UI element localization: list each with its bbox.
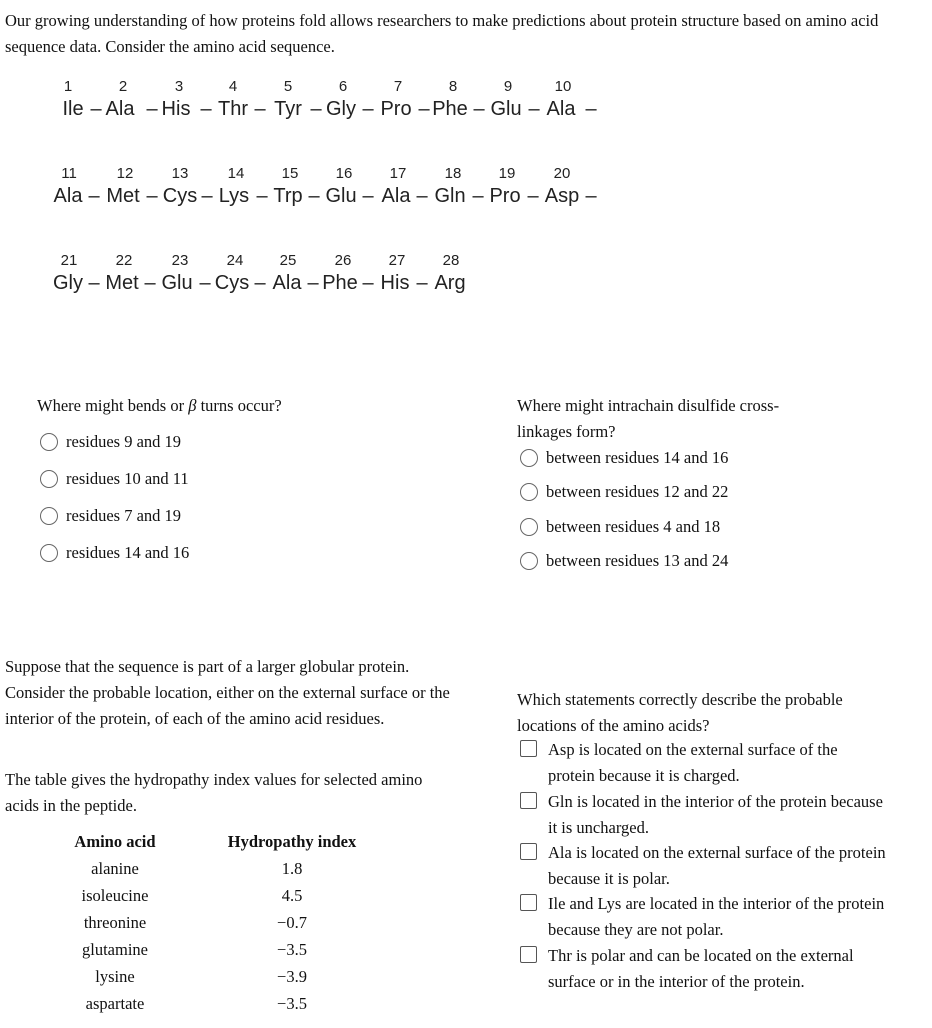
residue-name: Arg <box>434 272 466 294</box>
residue-number: 26 <box>334 252 352 269</box>
checkbox-icon[interactable] <box>520 894 537 911</box>
option-label: residues 10 and 11 <box>66 469 189 488</box>
peptide-bond-dash: – <box>256 185 268 207</box>
peptide-bond-dash: – <box>307 272 319 294</box>
residue-number: 22 <box>115 252 133 269</box>
peptide-bond-dash: – <box>146 185 158 207</box>
disulfide-question-text: Where might intrachain disulfide cross-linkages form? <box>517 396 780 441</box>
residue-name: Ala <box>272 272 302 294</box>
turns-question-text-after: turns occur? <box>196 396 282 415</box>
peptide-bond-dash: – <box>418 98 430 120</box>
residue-number: 21 <box>60 252 78 269</box>
residue-number: 27 <box>388 252 406 269</box>
radio-icon[interactable] <box>40 470 58 488</box>
radio-icon[interactable] <box>40 507 58 525</box>
residue-name: Met <box>106 185 140 207</box>
peptide-bond-dash: – <box>254 98 266 120</box>
turns-question-text-before: Where might bends or <box>37 396 189 415</box>
radio-icon[interactable] <box>520 518 538 536</box>
column-header-amino-acid: Amino acid <box>74 832 156 851</box>
residue-number: 5 <box>283 78 293 95</box>
residue-number: 14 <box>227 165 245 182</box>
radio-icon[interactable] <box>40 544 58 562</box>
statement-option-4[interactable] <box>520 891 888 943</box>
option-label: between residues 4 and 18 <box>546 517 721 536</box>
option-label: Ile and Lys are located in the interior of the protein because they are not polar. <box>548 894 885 939</box>
peptide-bond-dash: – <box>146 98 158 120</box>
option-label: residues 7 and 19 <box>66 506 182 525</box>
residue-number: 6 <box>338 78 348 95</box>
residue-number: 9 <box>503 78 513 95</box>
residue-name: Ile <box>62 98 84 120</box>
residue-name: Ala <box>53 185 83 207</box>
table-intro: The table gives the hydropathy index values for selected amino acids in the peptide. <box>5 770 423 815</box>
sequence-row-1 <box>0 78 700 128</box>
peptide-bond-dash: – <box>585 185 597 207</box>
peptide-bond-dash: – <box>585 98 597 120</box>
radio-icon[interactable] <box>520 483 538 501</box>
residue-number: 16 <box>335 165 353 182</box>
residue-number: 20 <box>553 165 571 182</box>
checkbox-icon[interactable] <box>520 792 537 809</box>
residue-number: 24 <box>226 252 244 269</box>
table-cell: −3.5 <box>277 994 307 1013</box>
residue-name: Phe <box>322 272 358 294</box>
residue-name: Ala <box>381 185 411 207</box>
turns-option-1[interactable] <box>40 432 181 452</box>
peptide-bond-dash: – <box>199 272 211 294</box>
residue-name: Cys <box>162 185 198 207</box>
peptide-bond-dash: – <box>472 185 484 207</box>
table-cell: threonine <box>83 913 147 932</box>
residue-name: Lys <box>218 185 250 207</box>
radio-icon[interactable] <box>520 552 538 570</box>
radio-icon[interactable] <box>520 449 538 467</box>
residue-name: Tyr <box>274 98 302 120</box>
disulfide-question <box>517 393 787 445</box>
statements-question-text: Which statements correctly describe the probable locations of the amino acids? <box>517 690 843 735</box>
residue-number: 12 <box>116 165 134 182</box>
residue-number: 1 <box>63 78 73 95</box>
statement-option-5[interactable] <box>520 943 888 995</box>
option-label: Ala is located on the external surface of the protein because it is polar. <box>548 843 886 888</box>
table-cell: aspartate <box>85 994 145 1013</box>
disulfide-option-4[interactable] <box>520 551 728 571</box>
table-cell: −3.9 <box>277 967 307 986</box>
column-header-hydropathy-index: Hydropathy index <box>227 832 357 851</box>
intro-text: Our growing understanding of how proteins fold allows researchers to make predictions about protein structure based on amino acid sequence data. Consider the amino acid sequence. <box>5 11 879 56</box>
residue-number: 11 <box>61 165 77 182</box>
residue-number: 7 <box>393 78 403 95</box>
beta-symbol: β <box>188 396 197 415</box>
table-cell: 1.8 <box>281 859 303 878</box>
residue-number: 2 <box>118 78 128 95</box>
table-cell: glutamine <box>82 940 148 959</box>
residue-name: Cys <box>214 272 250 294</box>
table-cell: −0.7 <box>277 913 307 932</box>
option-label: between residues 13 and 24 <box>546 551 729 570</box>
residue-name: Pro <box>380 98 412 120</box>
residue-name: Gln <box>434 185 466 207</box>
peptide-bond-dash: – <box>90 98 102 120</box>
residue-number: 19 <box>498 165 516 182</box>
residue-name: Glu <box>161 272 193 294</box>
residue-name: Glu <box>325 185 357 207</box>
option-label: residues 9 and 19 <box>66 432 182 451</box>
residue-name: Thr <box>218 98 248 120</box>
option-label: residues 14 and 16 <box>66 543 190 562</box>
table-cell: −3.5 <box>277 940 307 959</box>
peptide-bond-dash: – <box>88 272 100 294</box>
peptide-bond-dash: – <box>473 98 485 120</box>
residue-number: 13 <box>171 165 189 182</box>
residue-name: Pro <box>489 185 521 207</box>
residue-name: Ala <box>105 98 135 120</box>
table-cell: lysine <box>95 967 135 986</box>
checkbox-icon[interactable] <box>520 946 537 963</box>
peptide-bond-dash: – <box>362 185 374 207</box>
turns-question-text <box>37 393 457 419</box>
statements-question <box>517 687 897 739</box>
option-label: Thr is polar and can be located on the external surface or in the interior of the protein. <box>548 946 854 991</box>
turns-question <box>37 393 457 419</box>
option-label: between residues 14 and 16 <box>546 448 729 467</box>
residue-name: His <box>161 98 191 120</box>
residue-number: 15 <box>281 165 299 182</box>
residue-number: 4 <box>228 78 238 95</box>
residue-number: 3 <box>174 78 184 95</box>
radio-icon[interactable] <box>40 433 58 451</box>
option-label: Gln is located in the interior of the protein because it is uncharged. <box>548 792 883 837</box>
peptide-bond-dash: – <box>201 185 213 207</box>
location-prompt: Suppose that the sequence is part of a larger globular protein. Consider the probable location, either on the external surface or the interior of the protein, of each of the amino acid residues. <box>5 657 450 728</box>
residue-name: Met <box>105 272 139 294</box>
residue-number: 18 <box>444 165 462 182</box>
residue-number: 25 <box>279 252 297 269</box>
amino-acid-column <box>60 828 170 1017</box>
peptide-bond-dash: – <box>88 185 100 207</box>
peptide-bond-dash: – <box>416 185 428 207</box>
residue-name: Gly <box>326 98 356 120</box>
residue-number: 28 <box>442 252 460 269</box>
peptide-bond-dash: – <box>362 98 374 120</box>
option-label: between residues 12 and 22 <box>546 482 729 501</box>
turns-option-2[interactable] <box>40 469 189 489</box>
residue-name: Ala <box>546 98 576 120</box>
turns-option-3[interactable] <box>40 506 181 526</box>
residue-name: Gly <box>53 272 83 294</box>
residue-number: 10 <box>554 78 572 95</box>
checkbox-icon[interactable] <box>520 843 537 860</box>
peptide-bond-dash: – <box>416 272 428 294</box>
residue-name: His <box>380 272 410 294</box>
residue-name: Trp <box>273 185 303 207</box>
peptide-bond-dash: – <box>144 272 156 294</box>
residue-name: Asp <box>544 185 580 207</box>
table-cell: 4.5 <box>281 886 303 905</box>
option-label: Asp is located on the external surface of the protein because it is charged. <box>548 740 838 785</box>
disulfide-option-3[interactable] <box>520 517 720 537</box>
residue-name: Glu <box>490 98 522 120</box>
peptide-bond-dash: – <box>528 98 540 120</box>
residue-number: 8 <box>448 78 458 95</box>
peptide-bond-dash: – <box>254 272 266 294</box>
peptide-bond-dash: – <box>308 185 320 207</box>
checkbox-icon[interactable] <box>520 740 537 757</box>
disulfide-option-1[interactable] <box>520 448 728 468</box>
residue-name: Phe <box>432 98 468 120</box>
peptide-bond-dash: – <box>310 98 322 120</box>
table-cell: isoleucine <box>81 886 149 905</box>
table-cell: alanine <box>91 859 139 878</box>
statement-option-1[interactable] <box>520 737 888 789</box>
sequence-row-3 <box>0 252 700 302</box>
peptide-bond-dash: – <box>527 185 539 207</box>
residue-number: 17 <box>389 165 407 182</box>
disulfide-option-2[interactable] <box>520 482 728 502</box>
sequence-row-2 <box>0 165 700 215</box>
statement-option-2[interactable] <box>520 789 888 841</box>
peptide-bond-dash: – <box>362 272 374 294</box>
peptide-bond-dash: – <box>200 98 212 120</box>
hydropathy-index-column <box>212 828 372 1017</box>
statement-option-3[interactable] <box>520 840 888 892</box>
residue-number: 23 <box>171 252 189 269</box>
turns-option-4[interactable] <box>40 543 189 563</box>
